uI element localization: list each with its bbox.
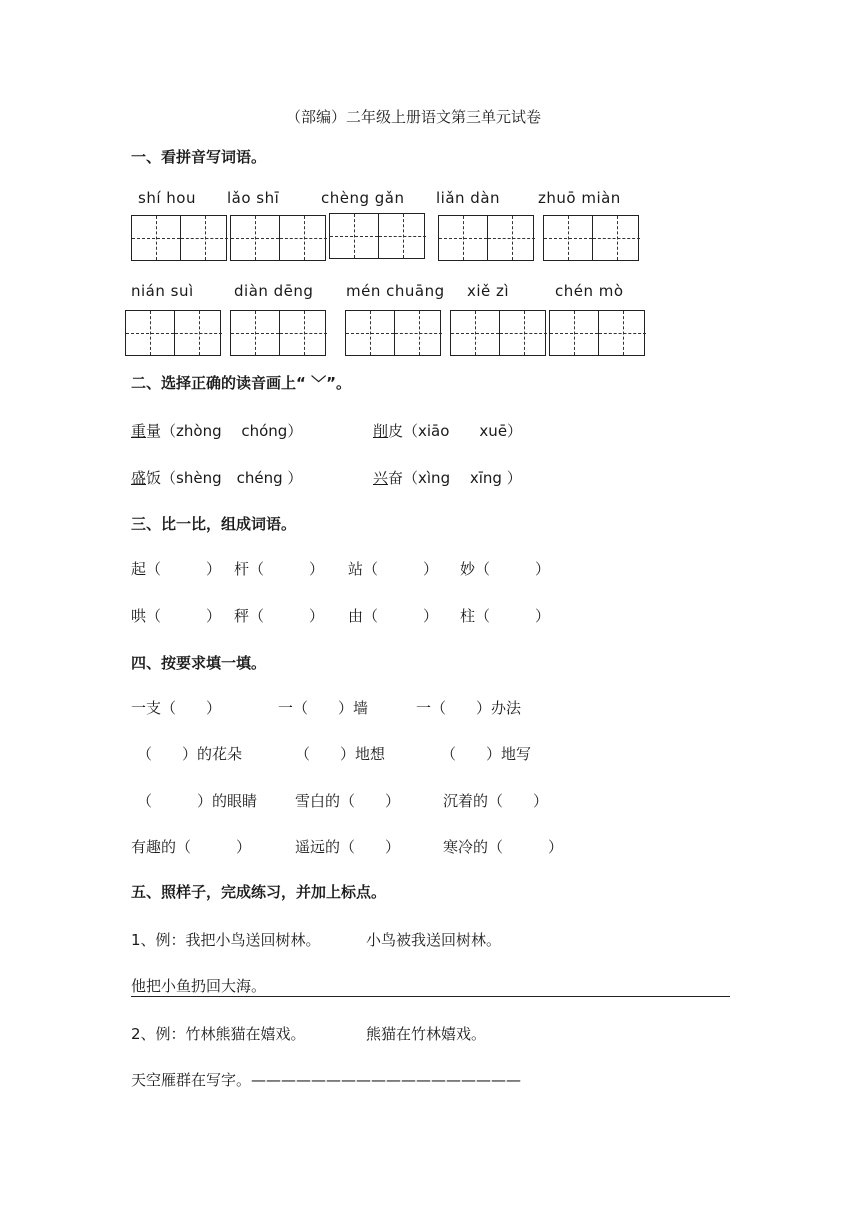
fill-blank[interactable]: （ ）地想 (295, 745, 386, 763)
pinyin-9: xiě zì (467, 282, 510, 300)
compare-blank[interactable]: 秤（ ） (234, 607, 325, 625)
target-char: 盛 (131, 469, 147, 487)
pronunciation-item[interactable] (373, 467, 522, 488)
fill-blank[interactable]: （ ）的花朵 (137, 745, 243, 763)
target-char: 削 (373, 422, 389, 440)
compare-blank[interactable]: 杆（ ） (234, 560, 325, 578)
compare-blank[interactable]: 妙（ ） (460, 560, 551, 578)
options: 量（zhòng chóng） (146, 422, 303, 440)
writing-box[interactable] (125, 310, 221, 356)
section-3-heading: 三、比一比，组成词语。 (131, 515, 297, 533)
writing-box[interactable] (543, 215, 639, 261)
example-1-original: 1、例：我把小鸟送回树林。 (131, 931, 321, 949)
fill-blank[interactable]: 遥远的（ ） (295, 838, 401, 856)
section-4-heading: 四、按要求填一填。 (131, 654, 267, 672)
options: 奋（xìng xīng ） (388, 469, 522, 487)
compare-blank[interactable]: 由（ ） (348, 607, 439, 625)
pinyin-8: mén chuāng (346, 282, 445, 300)
pinyin-5: zhuō miàn (538, 189, 621, 207)
page-title: （部编）二年级上册语文第三单元试卷 (286, 108, 542, 126)
fill-blank[interactable]: 一支（ ） (131, 699, 222, 717)
writing-box[interactable] (230, 215, 326, 261)
example-1-transformed: 小鸟被我送回树林。 (366, 931, 502, 949)
options: 皮（xiāo xuē） (388, 422, 523, 440)
pinyin-10: chén mò (555, 282, 624, 300)
target-char: 兴 (373, 469, 389, 487)
pronunciation-item[interactable] (131, 467, 302, 488)
fill-blank[interactable]: （ ）地写 (441, 745, 532, 763)
writing-box[interactable] (329, 213, 425, 259)
compare-blank[interactable]: 哄（ ） (131, 607, 222, 625)
fill-blank[interactable]: 一（ ）墙 (278, 699, 369, 717)
fill-blank[interactable]: 寒冷的（ ） (443, 838, 564, 856)
fill-blank[interactable]: 有趣的（ ） (131, 838, 252, 856)
writing-box[interactable] (438, 215, 534, 261)
pinyin-4: liǎn dàn (436, 189, 501, 207)
compare-blank[interactable]: 起（ ） (131, 560, 222, 578)
pinyin-3: chèng gǎn (321, 189, 405, 207)
fill-blank[interactable]: 沉着的（ ） (443, 792, 549, 810)
section-1-heading: 一、看拼音写词语。 (131, 148, 267, 166)
target-char: 重 (131, 422, 147, 440)
writing-box[interactable] (549, 310, 645, 356)
writing-box[interactable] (450, 310, 546, 356)
example-2-transformed: 熊猫在竹林嬉戏。 (366, 1025, 487, 1043)
options: 饭（shèng chéng ） (146, 469, 303, 487)
pinyin-7: diàn dēng (234, 282, 314, 300)
pinyin-2: lǎo shī (227, 189, 280, 207)
section-5-heading: 五、照样子，完成练习，并加上标点。 (131, 883, 387, 901)
answer-line[interactable] (131, 996, 730, 997)
pinyin-6: nián suì (131, 282, 194, 300)
writing-box[interactable] (345, 310, 441, 356)
fill-blank[interactable]: （ ）的眼睛 (137, 792, 258, 810)
pronunciation-item[interactable] (373, 420, 522, 441)
section-2-heading: 二、选择正确的读音画上“ ﹀”。 (131, 374, 351, 392)
writing-box[interactable] (230, 310, 326, 356)
question-1: 他把小鱼扔回大海。 (131, 977, 267, 995)
compare-blank[interactable]: 柱（ ） (460, 607, 551, 625)
compare-blank[interactable]: 站（ ） (348, 560, 439, 578)
pronunciation-item[interactable] (131, 420, 302, 441)
pinyin-1: shí hou (138, 189, 196, 207)
question-2[interactable]: 天空雁群在写字。—————————————————— (131, 1071, 522, 1089)
fill-blank[interactable]: 一（ ）办法 (416, 699, 522, 717)
writing-box[interactable] (131, 215, 227, 261)
example-2-original: 2、例：竹林熊猫在嬉戏。 (131, 1025, 306, 1043)
fill-blank[interactable]: 雪白的（ ） (295, 792, 401, 810)
